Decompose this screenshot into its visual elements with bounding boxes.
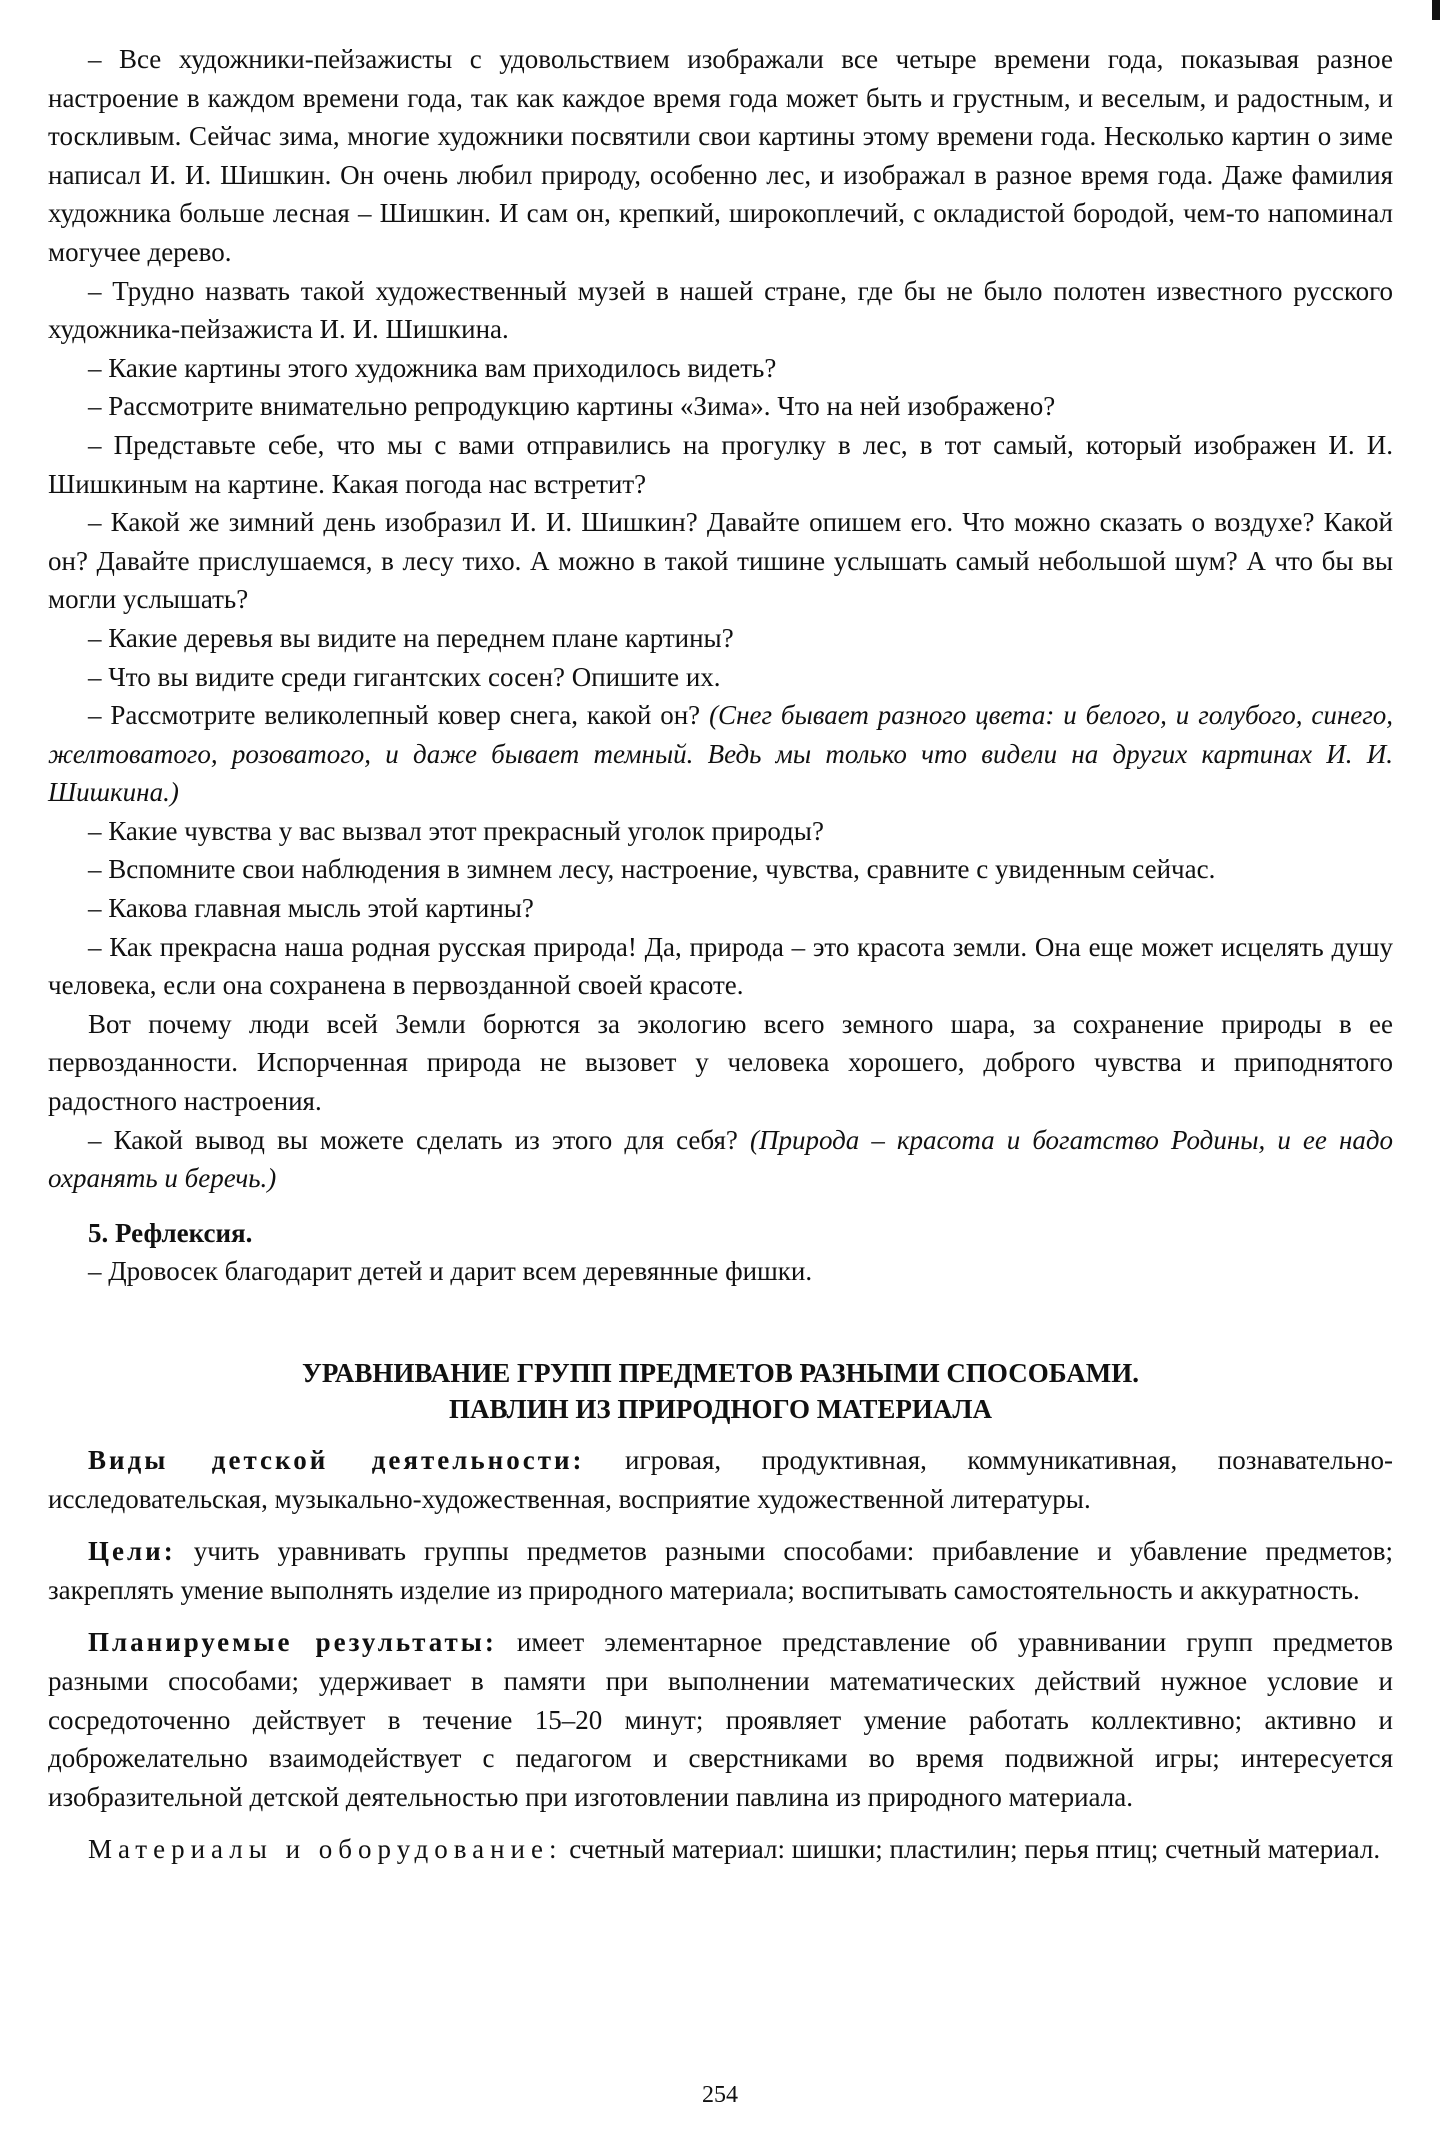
document-page [48,40,1393,1869]
paragraph: – Какие картины этого художника вам приходилось видеть? [88,352,777,383]
snow-paragraph [48,696,1393,812]
conclusion-answer: (Природа – красота и богатство Родины, и ее надо охранять и беречь.) [48,1124,1394,1194]
paragraph: – Трудно назвать такой художественный музей в нашей стране, где бы не было полотен известного русского художника-пейзажиста И. И. Шишкина. [48,275,1393,345]
reflection-text: – Дровосек благодарит детей и дарит всем деревянные фишки. [88,1256,813,1287]
snow-question: – Рассмотрите великолепный ковер снега, какой он? [88,700,701,731]
page-number: 254 [702,2082,738,2108]
goals-text: учить уравнивать группы предметов разными способами: прибавление и убавление предметов; закреплять умение выполнять изделие из природного материала; воспитывать самостоятельность и аккуратность. [48,1536,1394,1605]
paragraph: – Какие чувства у вас вызвал этот прекрасный уголок природы? [88,815,824,846]
paragraph: – Вспомните свои наблюдения в зимнем лесу, настроение, чувства, сравните с увиденным сейчас. [88,854,1216,885]
paragraph: – Как прекрасна наша родная русская природа! Да, природа – это красота земли. Она еще может исцелять душу человека, если она сохранена в первозданной своей красоте. [48,931,1393,1001]
paragraph: – Представьте себе, что мы с вами отправились на прогулку в лес, в тот самый, который изображен И. И. Шишкиным на картине. Какая погода нас встретит? [48,429,1393,499]
snow-answer: (Снег бывает разного цвета: и белого, и голубого, синего, желтоватого, розоватого, и даже бывает темный. Ведь мы только что видели на других картинах И. И. Шишкина.) [48,700,1394,808]
conclusion-paragraph [48,1121,1393,1198]
paragraph: – Какова главная мысль этой картины? [88,893,534,924]
section-gap [48,1291,1393,1355]
conclusion-question: – Какой вывод вы можете сделать из этого для себя? [88,1124,738,1155]
materials-text: счетный материал: шишки; пластилин; перья птиц; счетный материал. [569,1834,1381,1865]
goals-paragraph [48,1532,1393,1609]
activities-paragraph [48,1441,1393,1518]
paragraph: Вот почему люди всей Земли борются за экологию всего земного шара, за сохранение природы в ее первозданности. Испорченная природа не вызовет у человека хорошего, доброго чувства и приподнятого радостного настроения. [48,1008,1393,1117]
activities-text: игровая, продуктивная, коммуникативная, познавательно-исследовательская, музыкально-художественная, восприятие художественной литературы. [48,1445,1393,1514]
paragraph: – Какие деревья вы видите на переднем плане картины? [88,622,734,653]
lesson-title-line1: УРАВНИВАНИЕ ГРУПП ПРЕДМЕТОВ РАЗНЫМИ СПОСОБАМИ. [302,1358,1139,1388]
results-paragraph [48,1623,1393,1816]
scan-edge-mark [1432,0,1440,20]
paragraph: – Какой же зимний день изобразил И. И. Шишкин? Давайте опишем его. Что можно сказать о воздухе? Какой он? Давайте прислушаемся, в лесу тихо. А можно в такой тишине услышать самый небольшой шум? А что бы вы могли услышать? [48,507,1393,615]
paragraph: – Рассмотрите внимательно репродукцию картины «Зима». Что на ней изображено? [88,391,1056,422]
materials-paragraph [48,1830,1393,1869]
paragraph: – Что вы видите среди гигантских сосен? Опишите их. [88,661,721,692]
lesson-title-line2: ПАВЛИН ИЗ ПРИРОДНОГО МАТЕРИАЛА [449,1394,992,1424]
materials-label: Материалы и оборудование: [88,1834,563,1865]
results-text: имеет элементарное представление об уравнивании групп предметов разными способами; удерживает в памяти при выполнении математических действий нужное условие и сосредоточенно действует в течение 15–20 минут; проявляет умение работать коллективно; активно и доброжелательно взаимодействует с педагогом и сверстниками во время подвижной игры; интересуется изобразительной детской деятельностью при изготовлении павлина из природного материала. [48,1627,1394,1812]
reflection-heading: 5. Рефлексия. [88,1217,253,1248]
goals-label: Цели: [88,1536,176,1567]
results-label: Планируемые результаты: [88,1627,497,1658]
paragraph: – Все художники-пейзажисты с удовольствием изображали все четыре времени года, показывая разное настроение в каждом времени года, так как каждое время года может быть и грустным, и веселым, и радостным, и тоскливым. Сейчас зима, многие художники посвятили свои картины этому времени года. Несколько картин о зиме написал И. И. Шишкин. Он очень любил природу, особенно лес, и изображал в разное время года. Даже фамилия художника больше лесная – Шишкин. И сам он, крепкий, широкоплечий, с окладистой бородой, чем-то напоминал могучее дерево. [48,44,1393,267]
activities-label: Виды детской деятельности: [88,1445,585,1475]
